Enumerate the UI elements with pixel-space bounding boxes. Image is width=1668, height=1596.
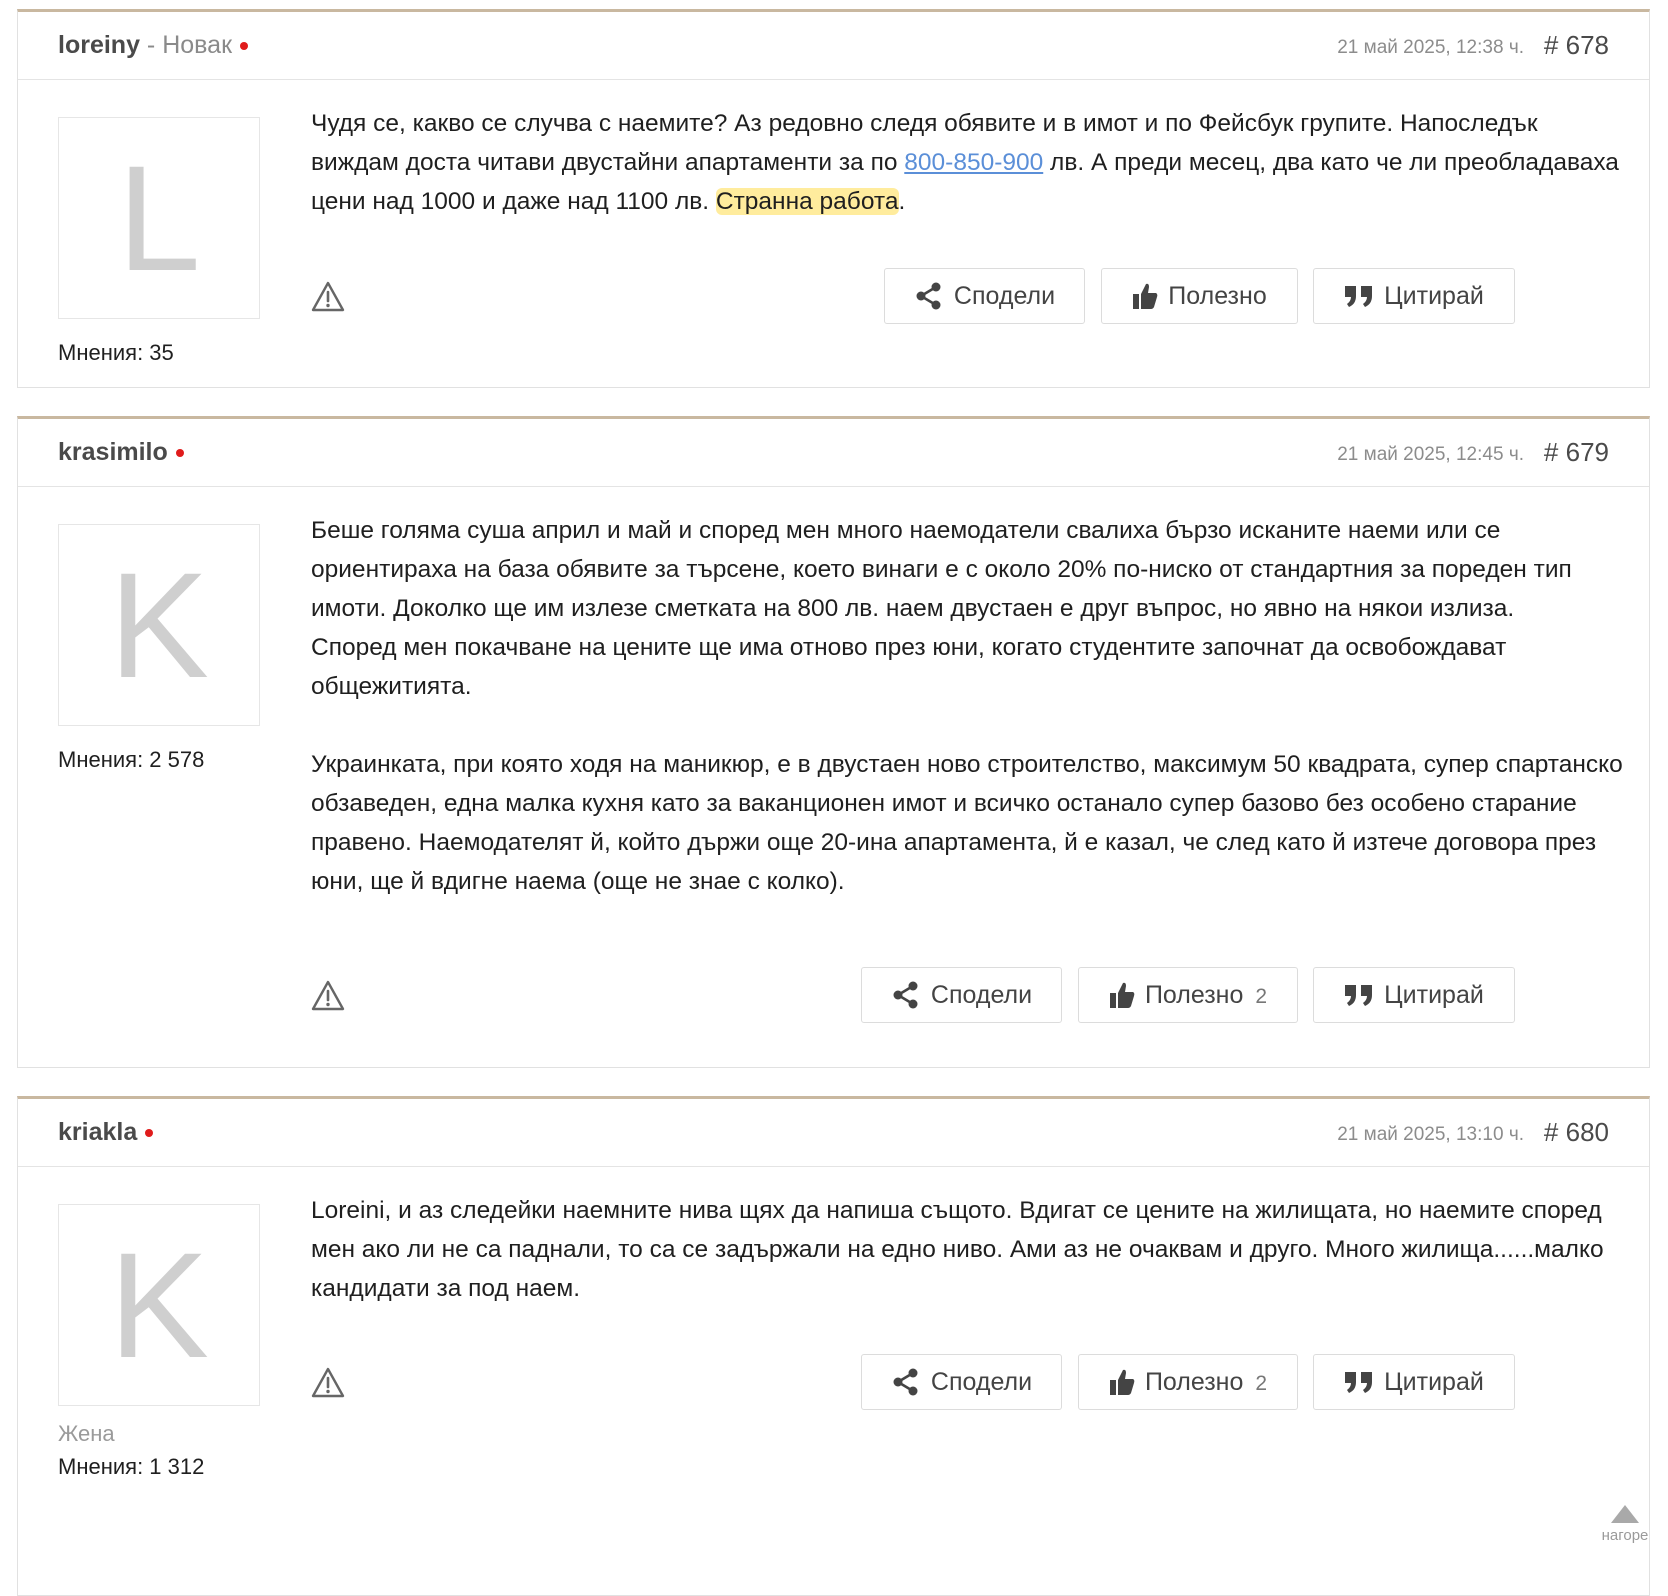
quote-icon [1344,283,1374,309]
share-icon [891,1368,921,1396]
back-to-top-label: нагоре [1601,1527,1649,1544]
post-paragraph: Украинката, при която ходя на маникюр, е в двустаен ново строителство, максимум 50 квадрата, супер спартанско обзаведен, една малка кухня като за ваканционен имот и всичко останало супер базово без особено старание правено. Наемодателят й, който държи още 20-ина апартамента, й е казал, че след като й изтече договора през юни, ще й вдигне наема (още не знае с колко). [311,751,1623,895]
gender-label: Жена [58,1421,115,1446]
post-date: 21 май 2025, 12:45 ч. [1337,444,1524,465]
post-header [18,419,1649,487]
quote-button[interactable] [1313,1354,1515,1410]
post-paragraph: Чудя се, какво се случва с наемите? Аз редовно следя обявите и в имот и по Фейсбук групите. Напоследък виждам доста читави двустайни апартаменти за по 800-850-900 лв. А преди месец, два като че ли преобладаваха цени над 1000 и даже над 1100 лв. Странна работа. [311,110,1619,215]
share-button[interactable] [884,268,1085,324]
post-paragraph: Според мен покачване на цените ще има отново през юни, когато студентите започнат да освобождават общежитията. [311,634,1507,700]
quote-button[interactable] [1313,967,1515,1023]
arrow-up-icon [1611,1505,1639,1523]
avatar[interactable]: K [58,524,260,726]
online-status-dot [240,42,248,50]
share-icon [891,981,921,1009]
quote-icon [1344,982,1374,1008]
useful-count: 2 [1255,985,1268,1008]
thumbs-up-icon [1109,1368,1135,1396]
post-body [311,104,1626,221]
useful-button[interactable] [1101,268,1298,324]
share-icon [914,282,944,310]
quote-label: Цитирай [1384,281,1484,310]
post-date: 21 май 2025, 13:10 ч. [1337,1124,1524,1145]
useful-label: Полезно [1144,1367,1244,1396]
post-number[interactable]: # 680 [1543,1117,1609,1147]
quote-label: Цитирай [1384,980,1484,1009]
opinions-count: Мнения: 35 [58,340,174,365]
post-680 [17,1096,1650,1596]
post-body [311,511,1626,901]
post-number[interactable]: # 678 [1543,30,1609,60]
post-body [311,1191,1626,1308]
thumbs-up-icon [1109,981,1135,1009]
useful-button[interactable] [1078,1354,1298,1410]
post-number[interactable]: # 679 [1543,437,1609,467]
author-rank: - Новак [139,31,233,59]
post-679 [17,416,1650,1068]
useful-label: Полезно [1144,980,1244,1009]
back-to-top-button[interactable] [1590,1505,1660,1560]
useful-button[interactable] [1078,967,1298,1023]
post-date: 21 май 2025, 12:38 ч. [1337,37,1524,58]
report-icon[interactable] [311,1366,345,1400]
share-button[interactable] [861,1354,1062,1410]
post-header [18,12,1649,80]
useful-count: 2 [1255,1372,1268,1395]
avatar[interactable]: L [58,117,260,319]
post-paragraph: Loreini, и аз следейки наемните нива щях да напиша същото. Вдигат се цените на жилищата, но наемите според мен ако ли не са паднали, то са се задържали на едно ниво. Ами аз не очаквам и друго. Много жилища......малко кандидати за под наем. [311,1197,1604,1302]
opinions-count: Мнения: 2 578 [58,747,205,772]
author-name[interactable]: loreiny - Новак [58,31,248,60]
post-header [18,1099,1649,1167]
quote-label: Цитирай [1384,1367,1484,1396]
online-status-dot [176,449,184,457]
price-link[interactable]: 800-850-900 [904,149,1044,176]
online-status-dot [145,1129,153,1137]
report-icon[interactable] [311,280,345,314]
thumbs-up-icon [1132,282,1158,310]
share-label: Сподели [930,980,1033,1009]
report-icon[interactable] [311,979,345,1013]
opinions-count: Мнения: 1 312 [58,1454,205,1479]
quote-button[interactable] [1313,268,1515,324]
share-label: Сподели [930,1367,1033,1396]
share-label: Сподели [953,281,1056,310]
avatar[interactable]: K [58,1204,260,1406]
author-name[interactable]: kriakla [58,1118,153,1147]
quote-icon [1344,1369,1374,1395]
useful-label: Полезно [1168,281,1267,310]
post-paragraph: Беше голяма суша април и май и според мен много наемодатели свалиха бързо исканите наеми или се ориентираха на база обявите за търсене, което винаги е с около 20% по-ниско от стандартния за пореден тип имоти. Доколко ще им излезе сметката на 800 лв. наем двустаен е друг въпрос, но явно на някои излиза. [311,517,1572,622]
share-button[interactable] [861,967,1062,1023]
author-name[interactable]: krasimilo [58,438,184,467]
post-678 [17,9,1650,388]
